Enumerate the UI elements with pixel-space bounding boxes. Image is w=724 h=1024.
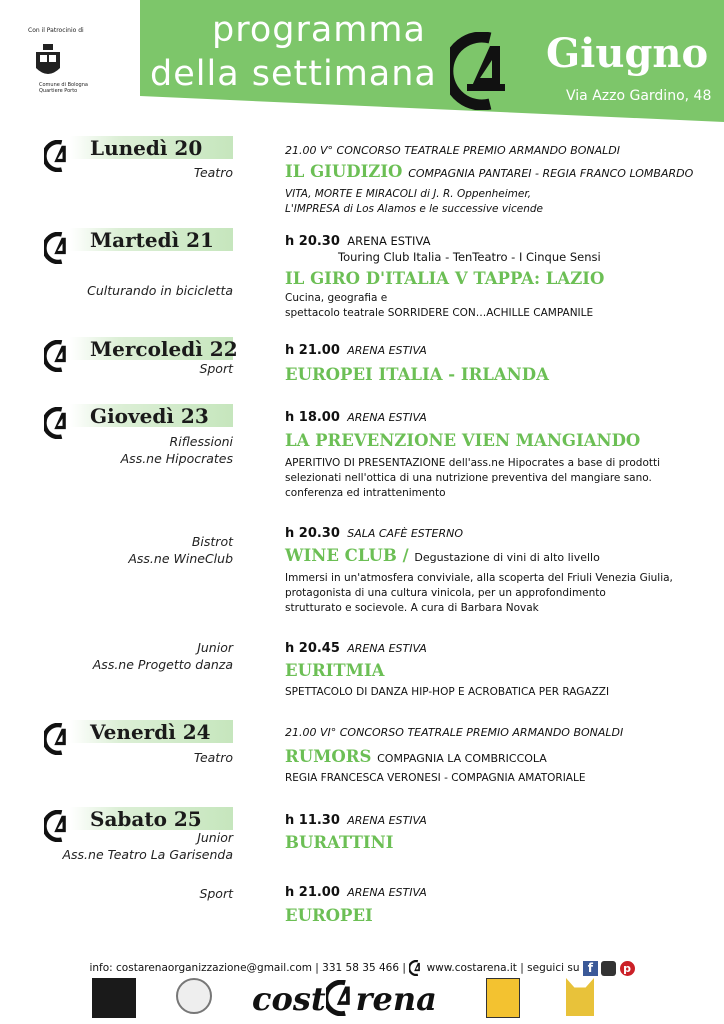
event-title-sub: COMPAGNIA LA COMBRICCOLA bbox=[377, 752, 547, 765]
event-title-sub: Degustazione di vini di alto livello bbox=[414, 551, 600, 564]
event-category: Teatro bbox=[193, 750, 233, 765]
day-name: Sabato 25 bbox=[90, 807, 202, 831]
event-title: EUROPEI bbox=[285, 906, 373, 925]
day-name: Giovedì 23 bbox=[90, 404, 209, 428]
title-line2: della settimana bbox=[150, 54, 437, 94]
event-title: EUROPEI ITALIA - IRLANDA bbox=[285, 365, 549, 384]
costarena-logo-icon bbox=[409, 960, 423, 976]
day-name: Martedì 21 bbox=[90, 228, 214, 252]
sponsor-logo-2 bbox=[176, 978, 212, 1014]
event-category: Junior Ass.ne Progetto danza bbox=[92, 640, 233, 672]
event-category: Sport bbox=[199, 886, 233, 901]
patronage-label: Con il Patrocinio di bbox=[28, 27, 84, 34]
event-category: Culturando in bicicletta bbox=[87, 283, 233, 298]
month-label: Giugno bbox=[546, 30, 709, 77]
facebook-icon[interactable]: f bbox=[583, 961, 598, 976]
event-category: Bistrot Ass.ne WineClub bbox=[128, 534, 233, 566]
event-time-venue: h 21.00 ARENA ESTIVA bbox=[285, 343, 427, 358]
title-line1: programma bbox=[212, 10, 426, 50]
event-title: BURATTINI bbox=[285, 833, 394, 852]
event-category: Riflessioni Ass.ne Hipocrates bbox=[120, 434, 233, 466]
footer-contacts bbox=[0, 960, 724, 976]
event-partners: Touring Club Italia - TenTeatro - I Cinque Sensi bbox=[338, 250, 601, 264]
sponsor-logo-1 bbox=[92, 978, 136, 1018]
event-category: Teatro bbox=[193, 165, 233, 180]
costarena-logo-icon bbox=[326, 980, 356, 1016]
event-title-sub: COMPAGNIA PANTAREI - REGIA FRANCO LOMBARDO bbox=[408, 167, 694, 180]
event-title: LA PREVENZIONE VIEN MANGIANDO bbox=[285, 431, 641, 450]
event-title: IL GIUDIZIO COMPAGNIA PANTAREI - REGIA FRANCO LOMBARDO bbox=[285, 162, 694, 181]
event-desc: APERITIVO DI PRESENTAZIONE dell'ass.ne Hipocrates a base di prodotti selezionati nell'ottica di una nutrizione preventiva del mangiare sano. conferenza ed intrattenimento bbox=[285, 457, 661, 499]
event-desc: REGIA FRANCESCA VERONESI - COMPAGNIA AMATORIALE bbox=[285, 772, 586, 784]
event-category: Sport bbox=[199, 361, 233, 376]
instagram-icon[interactable] bbox=[601, 961, 616, 976]
costarena-logo-icon bbox=[450, 32, 512, 110]
event-title: IL GIRO D'ITALIA V TAPPA: LAZIO bbox=[285, 269, 605, 288]
event-time-venue: h 11.30 ARENA ESTIVA bbox=[285, 813, 427, 828]
footer-info: info: costarenaorganizzazione@gmail.com | 331 58 35 466 | bbox=[89, 962, 406, 974]
event-title: WINE CLUB / Degustazione di vini di alto livello bbox=[285, 546, 600, 565]
costarena-logo-icon bbox=[44, 232, 72, 264]
comune-name: Comune di Bologna bbox=[39, 82, 88, 88]
pinterest-icon[interactable]: p bbox=[620, 961, 635, 976]
event-time-venue: h 21.00 ARENA ESTIVA bbox=[285, 885, 427, 900]
event-category: Junior Ass.ne Teatro La Garisenda bbox=[62, 830, 233, 862]
quartiere-name: Quartiere Porto bbox=[39, 88, 78, 94]
event-time-venue: 21.00 VI° CONCORSO TEATRALE PREMIO ARMANDO BONALDI bbox=[285, 726, 624, 739]
event-title: RUMORS COMPAGNIA LA COMBRICCOLA bbox=[285, 747, 547, 766]
event-time-venue: 21.00 V° CONCORSO TEATRALE PREMIO ARMANDO BONALDI bbox=[285, 144, 621, 157]
event-time-venue: h 20.30 SALA CAFÈ ESTERNO bbox=[285, 526, 463, 541]
event-time-venue: h 18.00 ARENA ESTIVA bbox=[285, 410, 427, 425]
event-desc: SPETTACOLO DI DANZA HIP-HOP E ACROBATICA PER RAGAZZI bbox=[285, 686, 610, 698]
event-time-venue: h 20.30 ARENA ESTIVA bbox=[285, 234, 431, 249]
day-name: Venerdì 24 bbox=[90, 720, 211, 744]
event-desc: VITA, MORTE E MIRACOLI di J. R. Oppenheimer, L'IMPRESA di Los Alamos e le successive vicende bbox=[285, 188, 543, 215]
follow-label: | seguici su bbox=[520, 962, 580, 974]
event-desc: Immersi in un'atmosfera conviviale, alla scoperta del Friuli Venezia Giulia, protagonista di una cultura vinicola, per un approfondimento strutturato e socievole. A cura di Barbara Novak bbox=[285, 572, 673, 614]
bologna-crest-icon bbox=[34, 44, 62, 80]
event-desc: Cucina, geografia e spettacolo teatrale SORRIDERE CON…ACHILLE CAMPANILE bbox=[285, 292, 594, 319]
comune-label bbox=[39, 82, 88, 94]
address-label: Via Azzo Gardino, 48 bbox=[566, 88, 712, 104]
costarena-brand-logo: cost rena bbox=[252, 980, 437, 1018]
sponsor-logo-4 bbox=[566, 978, 594, 1016]
day-name: Lunedì 20 bbox=[90, 136, 203, 160]
event-title: EURITMIA bbox=[285, 661, 385, 680]
day-name: Mercoledì 22 bbox=[90, 337, 238, 361]
sponsor-logo-3 bbox=[486, 978, 520, 1018]
event-time-venue: h 20.45 ARENA ESTIVA bbox=[285, 641, 427, 656]
website-link[interactable]: www.costarena.it bbox=[426, 962, 517, 974]
